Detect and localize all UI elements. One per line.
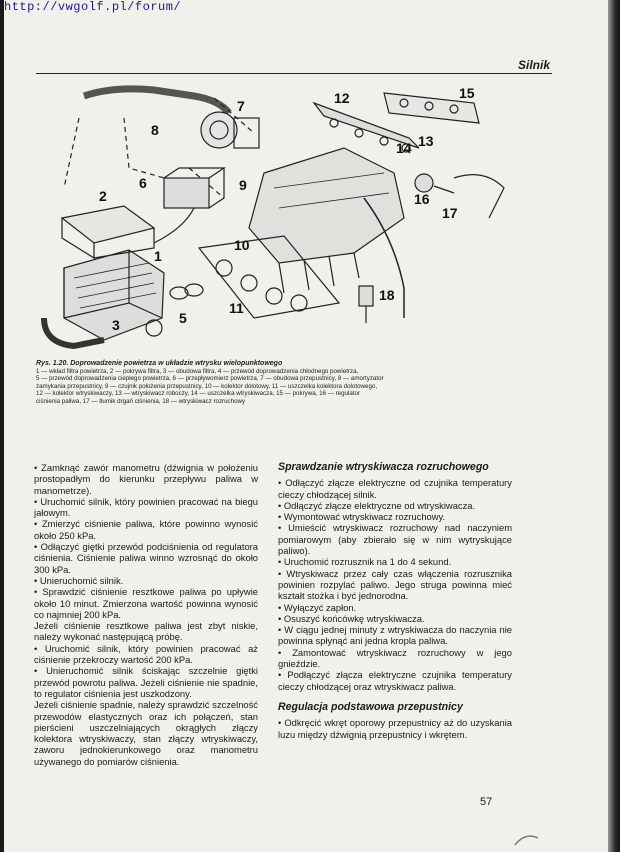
instruction-item: Jeżeli ciśnienie resztkowe paliwa jest zbyt niskie, należy wykonać następującą próbę. bbox=[34, 620, 258, 643]
forum-url-link[interactable]: http://vwgolf.pl/forum/ bbox=[4, 0, 182, 14]
label-13: 13 bbox=[418, 133, 434, 149]
instruction-item: • Wymontować wtryskiwacz rozruchowy. bbox=[278, 511, 512, 522]
label-17: 17 bbox=[442, 205, 458, 221]
instruction-item: • Zmierzyć ciśnienie paliwa, które powinno wynosić około 250 kPa. bbox=[34, 518, 258, 541]
section-title-throttle-adjustment: Regulacja podstawowa przepustnicy bbox=[278, 700, 463, 713]
label-14: 14 bbox=[396, 140, 412, 156]
caption-title: Rys. 1.20. Doprowadzenie powietrza w układzie wtrysku wielopunktowego bbox=[36, 360, 283, 367]
caption-line: zamykania przepustnicy, 9 — czujnik położenia przepustnicy, 10 — kolektor dolotowy, 11 — uszczelka kolektora dolotowego, bbox=[36, 382, 378, 390]
instruction-item: • W ciągu jednej minuty z wtryskiwacza do naczynia nie powinna spłynąć ani jedna kropla paliwa. bbox=[278, 624, 512, 647]
instruction-item: • Zamknąć zawór manometru (dźwignia w położeniu prostopadłym do kierunku przepływu paliwa w manometrze). bbox=[34, 462, 258, 496]
cold-start-injector bbox=[359, 286, 373, 323]
label-10: 10 bbox=[234, 237, 250, 253]
instruction-item: • Umieścić wtryskiwacz rozruchowy nad naczyniem pomiarowym (aby zbierało się w nim wytryskujące paliwo). bbox=[278, 522, 512, 556]
instruction-item: • Podłączyć złącza elektryczne czujnika temperatury cieczy chłodzącej oraz wtryskiwacz paliwa. bbox=[278, 669, 512, 692]
page-header-title: Silnik bbox=[517, 58, 550, 72]
instruction-item: • Zamontować wtryskiwacz rozruchowy w jego gnieździe. bbox=[278, 647, 512, 670]
label-2: 2 bbox=[99, 188, 107, 204]
label-5: 5 bbox=[179, 310, 187, 326]
page-number: 57 bbox=[480, 796, 493, 808]
caption-line: 12 — kolektor wtryskiwaczy, 13 — wtryskiwacz roboczy, 14 — uszczelka wtryskiwacza, 15 — pokrywa, 16 — regulator bbox=[36, 390, 361, 398]
left-column bbox=[34, 462, 258, 767]
air-flow-meter bbox=[164, 168, 224, 208]
label-12: 12 bbox=[334, 90, 350, 106]
section-title-cold-start-injector: Sprawdzanie wtryskiwacza rozruchowego bbox=[278, 461, 489, 473]
instruction-item: • Uruchomić silnik, który powinien pracować na biegu jałowym. bbox=[34, 496, 258, 519]
caption-line: 5 — przewód doprowadzenia ciepłego powietrza, 6 — przepływomierz powietrza, 7 — obudowa przepustnicy, 8 — amortyzator bbox=[36, 375, 384, 383]
header-rule bbox=[36, 73, 552, 74]
instruction-item: • Unieruchomić silnik. bbox=[34, 575, 258, 586]
scan-edge bbox=[608, 0, 620, 852]
label-16: 16 bbox=[414, 191, 430, 207]
label-9: 9 bbox=[239, 177, 247, 193]
label-15: 15 bbox=[459, 85, 475, 101]
instruction-item: • Unieruchomić silnik ściskając szczelnie giętki przewód powrotu paliwa. Jeżeli ciśnienie nie spadnie, to regulator ciśnienia jest uszkodzony. bbox=[34, 665, 258, 699]
right-column bbox=[278, 462, 512, 740]
label-7: 7 bbox=[237, 98, 245, 114]
label-11: 11 bbox=[229, 300, 244, 316]
page-curl-mark bbox=[510, 830, 540, 850]
instruction-item: • Odłączyć złącze elektryczne od czujnika temperatury cieczy chłodzącej silnik. bbox=[278, 477, 512, 500]
instruction-item: • Wtryskiwacz przez cały czas włączenia rozrusznika powinien rozpylać paliwo. Jego struga powinna mieć kształt stożka i być jednorodna. bbox=[278, 568, 512, 602]
label-1: 1 bbox=[154, 248, 162, 264]
instruction-item: • Uruchomić rozrusznik na 1 do 4 sekund. bbox=[278, 556, 512, 567]
intake-manifold bbox=[249, 148, 404, 293]
instruction-item: • Uruchomić silnik, który powinien pracować aż ciśnienie przekroczy wartość 200 kPa. bbox=[34, 643, 258, 666]
label-3: 3 bbox=[112, 317, 120, 333]
caption-line: 1 — wkład filtra powietrza, 2 — pokrywa filtra, 3 — obudowa filtra, 4 — przewód doprowadzenia chłodnego powietrza, bbox=[36, 367, 359, 375]
instruction-item: • Odłączyć giętki przewód podciśnienia od regulatora ciśnienia. Ciśnienie paliwa winno wzrosnąć do około 300 kPa. bbox=[34, 541, 258, 575]
figure-caption bbox=[36, 360, 522, 406]
instruction-item: • Odkręcić wkręt oporowy przepustnicy aż do uzyskania luzu między dźwignią przepustnicy i wkrętem. bbox=[278, 717, 512, 740]
label-18: 18 bbox=[379, 287, 395, 303]
instruction-item: • Wyłączyć zapłon. bbox=[278, 602, 512, 613]
caption-line: ciśnienia paliwa, 17 — tłumik drgań ciśnienia, 18 — wtryskiwacz rozruchowy bbox=[36, 397, 246, 405]
instruction-item: • Sprawdzić ciśnienie resztkowe paliwa po upływie około 10 minut. Zmierzona wartość powinna wynosić co najmniej 200 kPa. bbox=[34, 586, 258, 620]
engine-air-intake-diagram bbox=[34, 78, 534, 358]
instruction-item: Jeżeli ciśnienie spadnie, należy sprawdzić szczelność przewodów elastycznych oraz ich połączeń, stan pierścieni uszczelniających okrągłych złączy kolektora wtryskiwaczy, stan złączy wtryskiwaczy, zaworu jednokierunkowego oraz manometru używanego do pomiarów ciśnienia. bbox=[34, 699, 258, 767]
instruction-item: • Osuszyć końcówkę wtryskiwacza. bbox=[278, 613, 512, 624]
label-8: 8 bbox=[151, 122, 159, 138]
instruction-item: • Odłączyć złącze elektryczne od wtryskiwacza. bbox=[278, 500, 512, 511]
label-6: 6 bbox=[139, 175, 147, 191]
